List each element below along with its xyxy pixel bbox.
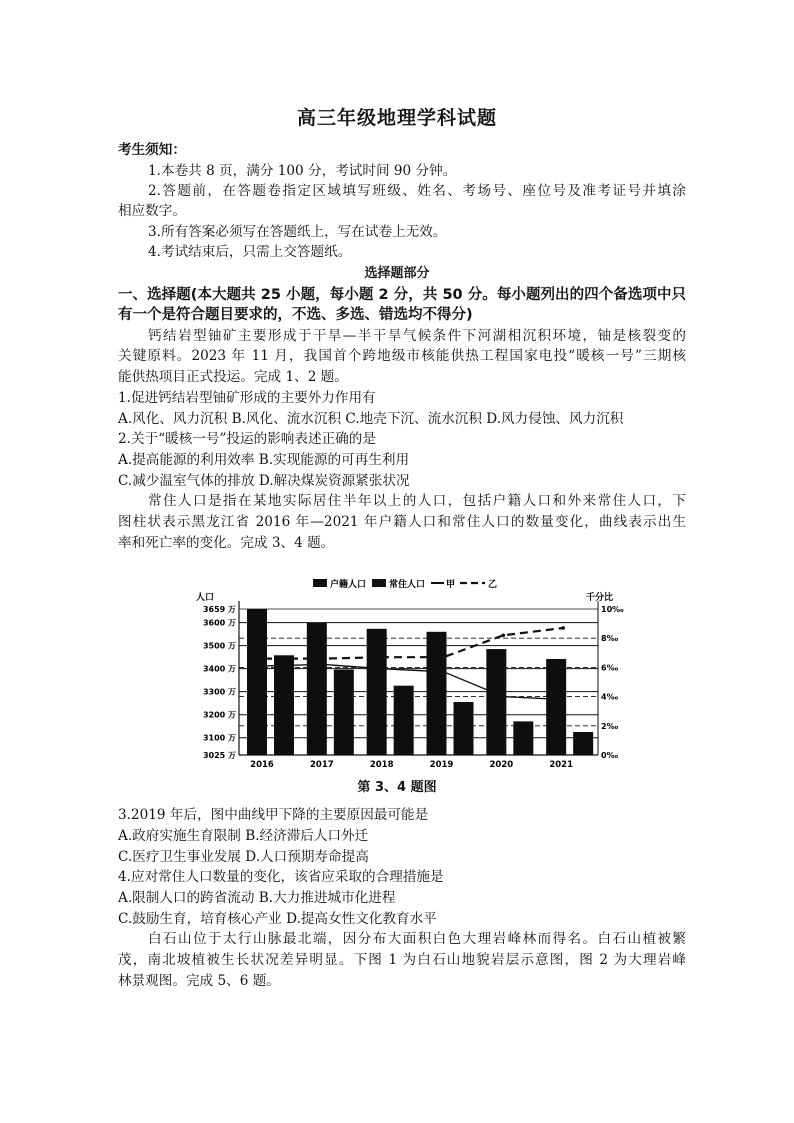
y-axis-label: 人口 [196,593,215,603]
q3-stem: 3.2019 年后，图中曲线甲下降的主要原因最可能是 [118,807,429,823]
y2-axis-label: 千分比 [586,593,614,603]
bar-huji-2019 [427,632,447,755]
bar-huji-2018 [367,629,387,755]
q2-stem: 2.关于“暖核一号”投运的影响表述正确的是 [118,431,376,447]
point-jia-2018 [382,667,386,671]
legend-label-huji: 户籍人口 [330,580,367,590]
y-tick-label: 3500 万 [202,641,236,651]
bar-huji-2020 [486,649,506,755]
passage2-line3: 率和死亡率的变化。完成 3、4 题。 [118,535,335,551]
part1-heading-line2: 有一个是符合题目要求的，不选、多选、错选均不得分) [118,307,473,323]
notice-heading: 考生须知： [118,142,186,158]
passage3-line2: 茂，南北坡植被生长状况差异明显。下图 1 为白石山地貌岩层示意图，图 2 为大理岩峰 [118,952,686,968]
q1-stem: 1.促进钙结岩型铀矿形成的主要外力作用有 [118,390,376,406]
notice-item-3: 3.所有答案必须写在答题纸上，写在试卷上无效。 [148,224,447,240]
y-tick-label: 3200 万 [202,710,236,720]
bar-changzhu-2019 [454,702,474,755]
q2-options-line1: A.提高能源的利用效率 B.实现能源的可再生利用 [118,452,410,468]
notice-item-2-cont: 相应数字。 [118,203,186,219]
legend-label-jia: 甲 [446,580,456,590]
passage2-line2: 图柱状表示黑龙江省 2016 年—2021 年户籍人口和常住人口的数量变化，曲线表示出生 [118,514,686,530]
legend-swatch-huji [313,579,327,587]
legend-swatch-changzhu [372,579,386,587]
notice-item-4: 4.考试结束后，只需上交答题纸。 [148,244,352,260]
x-tick-label: 2016 [250,760,274,770]
y-tick-label: 3025 万 [202,751,236,760]
y2-tick-label: 8‰ [601,634,619,644]
bar-changzhu-2018 [394,686,414,755]
y-tick-label: 3659 万 [202,605,236,614]
bar-changzhu-2017 [334,670,354,755]
point-yi-2019 [442,655,446,659]
y2-tick-label: 2‰ [601,721,619,731]
bar-huji-2017 [307,623,327,755]
point-yi-2016 [262,657,266,661]
y-tick-label: 3100 万 [202,733,236,743]
point-jia-2021 [561,698,565,702]
y2-tick-label: 10‰ [601,605,624,614]
passage1-line1: 钙结岩型铀矿主要形成于干旱—半干旱气候条件下河湖相沉积环境，铀是核裂变的 [148,328,686,344]
q4-options-line1: A.限制人口的跨省流动 B.大力推进城市化进程 [118,890,396,906]
x-tick-label: 2018 [369,760,394,770]
chart-legend [313,578,497,590]
passage3-line3: 林景观图。完成 5、6 题。 [118,973,280,989]
point-yi-2017 [322,657,326,661]
point-yi-2021 [561,626,565,630]
y2-tick-label: 0‰ [601,751,619,760]
point-jia-2017 [322,663,326,667]
part1-heading-line1: 一、选择题(本大题共 25 小题，每小题 2 分，共 50 分。每小题列出的四个备选项中只 [118,287,686,303]
section-title: 选择题部分 [364,266,430,281]
x-tick-label: 2021 [549,760,574,770]
y-tick-label: 3400 万 [202,664,236,674]
q1-options: A.风化、风力沉积 B.风化、流水沉积 C.地壳下沉、流水沉积 D.风力侵蚀、风力沉积 [118,411,624,427]
notice-item-2: 2.答题前，在答题卷指定区域填写班级、姓名、考场号、座位号及准考证号并填涂 [148,183,686,199]
legend-label-changzhu: 常住人口 [389,580,426,590]
q4-stem: 4.应对常住人口数量的变化，该省应采取的合理措施是 [118,869,444,885]
y-tick-label: 3600 万 [202,618,236,628]
point-yi-2018 [382,655,386,659]
passage1-line2: 关键原料。2023 年 11 月，我国首个跨地级市核能供热工程国家电投“暖核一号”三期核 [118,348,686,364]
x-tick-label: 2020 [489,760,514,770]
point-yi-2020 [502,633,506,637]
bar-changzhu-2020 [513,721,533,755]
q3-options-line2: C.医疗卫生事业发展 D.人口预期寿命提高 [118,849,369,865]
passage1-line3: 能供热项目正式投运。完成 1、2 题。 [118,369,348,385]
q2-options-line2: C.减少温室气体的排放 D.解决煤炭资源紧张状况 [118,473,410,489]
notice-item-1: 1.本卷共 8 页，满分 100 分，考试时间 90 分钟。 [148,163,457,179]
passage2-line1: 常住人口是指在某地实际居住半年以上的人口，包括户籍人口和外来常住人口，下 [148,493,686,509]
chart-caption: 第 3、4 题图 [357,780,437,795]
bar-changzhu-2021 [573,732,593,755]
passage3-line1: 白石山位于太行山脉最北端，因分布大面积白色大理岩峰林而得名。白石山植被繁 [148,931,686,947]
x-tick-label: 2019 [429,760,454,770]
legend-label-yi: 乙 [488,580,498,590]
point-jia-2019 [442,670,446,674]
page-title: 高三年级地理学科试题 [296,107,497,129]
x-tick-label: 2017 [309,760,334,770]
y2-tick-label: 6‰ [601,663,619,673]
bar-huji-2021 [546,659,566,755]
population-chart [190,574,624,770]
bar-huji-2016 [247,609,267,755]
y2-tick-label: 4‰ [601,692,619,702]
q4-options-line2: C.鼓励生育，培育核心产业 D.提高女性文化教育水平 [118,911,437,927]
q3-options-line1: A.政府实施生育限制 B.经济滞后人口外迁 [118,828,369,844]
bar-changzhu-2016 [274,655,294,755]
point-jia-2020 [502,695,506,699]
point-jia-2016 [262,664,266,668]
y-tick-label: 3300 万 [202,687,236,697]
